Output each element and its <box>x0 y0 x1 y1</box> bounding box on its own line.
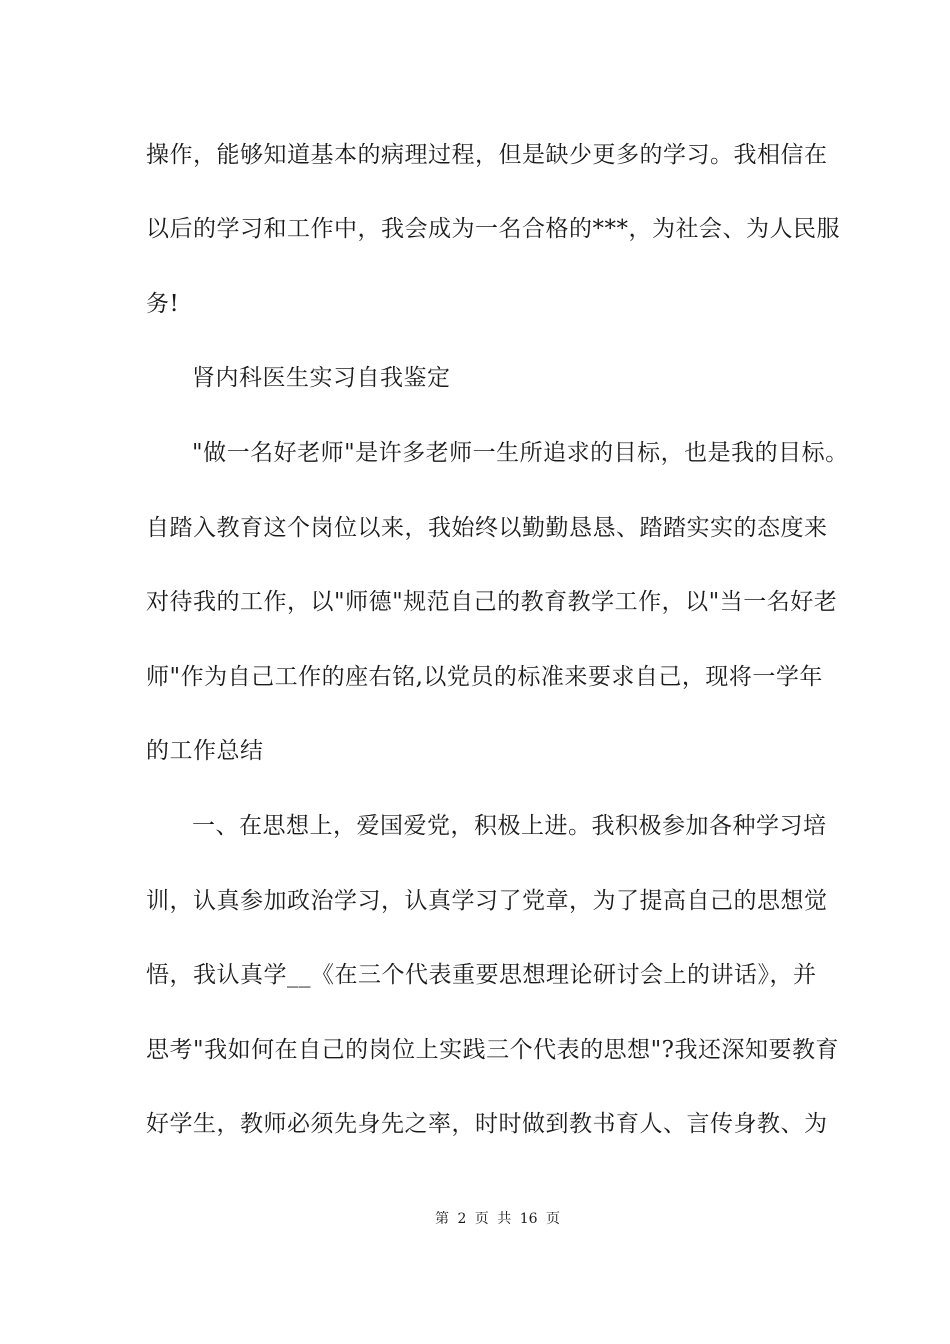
body-line-2: 以后的学习和工作中，我会成为一名合格的***，为社会、为人民服 <box>146 216 840 242</box>
body-line-10: 一、在思想上，爱国爱党，积极上进。我积极参加各种学习培 <box>192 813 827 839</box>
body-line-13: 思考"我如何在自己的岗位上实践三个代表的思想"?我还深知要教育 <box>146 1037 839 1063</box>
body-line-5: "做一名好老师"是许多老师一生所追求的目标，也是我的目标。 <box>192 440 849 466</box>
page-number-footer: 第 2 页 共 16 页 <box>435 1211 560 1227</box>
body-line-14: 好学生，教师必须先身先之率，时时做到教书育人、言传身教、为 <box>146 1111 828 1137</box>
body-line-1: 操作，能够知道基本的病理过程，但是缺少更多的学习。我相信在 <box>146 142 828 168</box>
body-line-8: 师"作为自己工作的座右铭,以党员的标准来要求自己，现将一学年 <box>146 664 823 690</box>
body-line-3: 务! <box>146 291 180 317</box>
body-line-6: 自踏入教育这个岗位以来，我始终以勤勤恳恳、踏踏实实的态度来 <box>146 515 828 541</box>
body-line-7: 对待我的工作，以"师德"规范自己的教育教学工作，以"当一名好老 <box>146 589 838 615</box>
section-heading: 肾内科医生实习自我鉴定 <box>192 365 451 391</box>
body-line-12: 悟，我认真学__《在三个代表重要思想理论研讨会上的讲话》，并 <box>146 962 817 988</box>
body-line-9: 的工作总结 <box>146 738 264 764</box>
body-line-11: 训，认真参加政治学习，认真学习了党章，为了提高自己的思想觉 <box>146 888 828 914</box>
